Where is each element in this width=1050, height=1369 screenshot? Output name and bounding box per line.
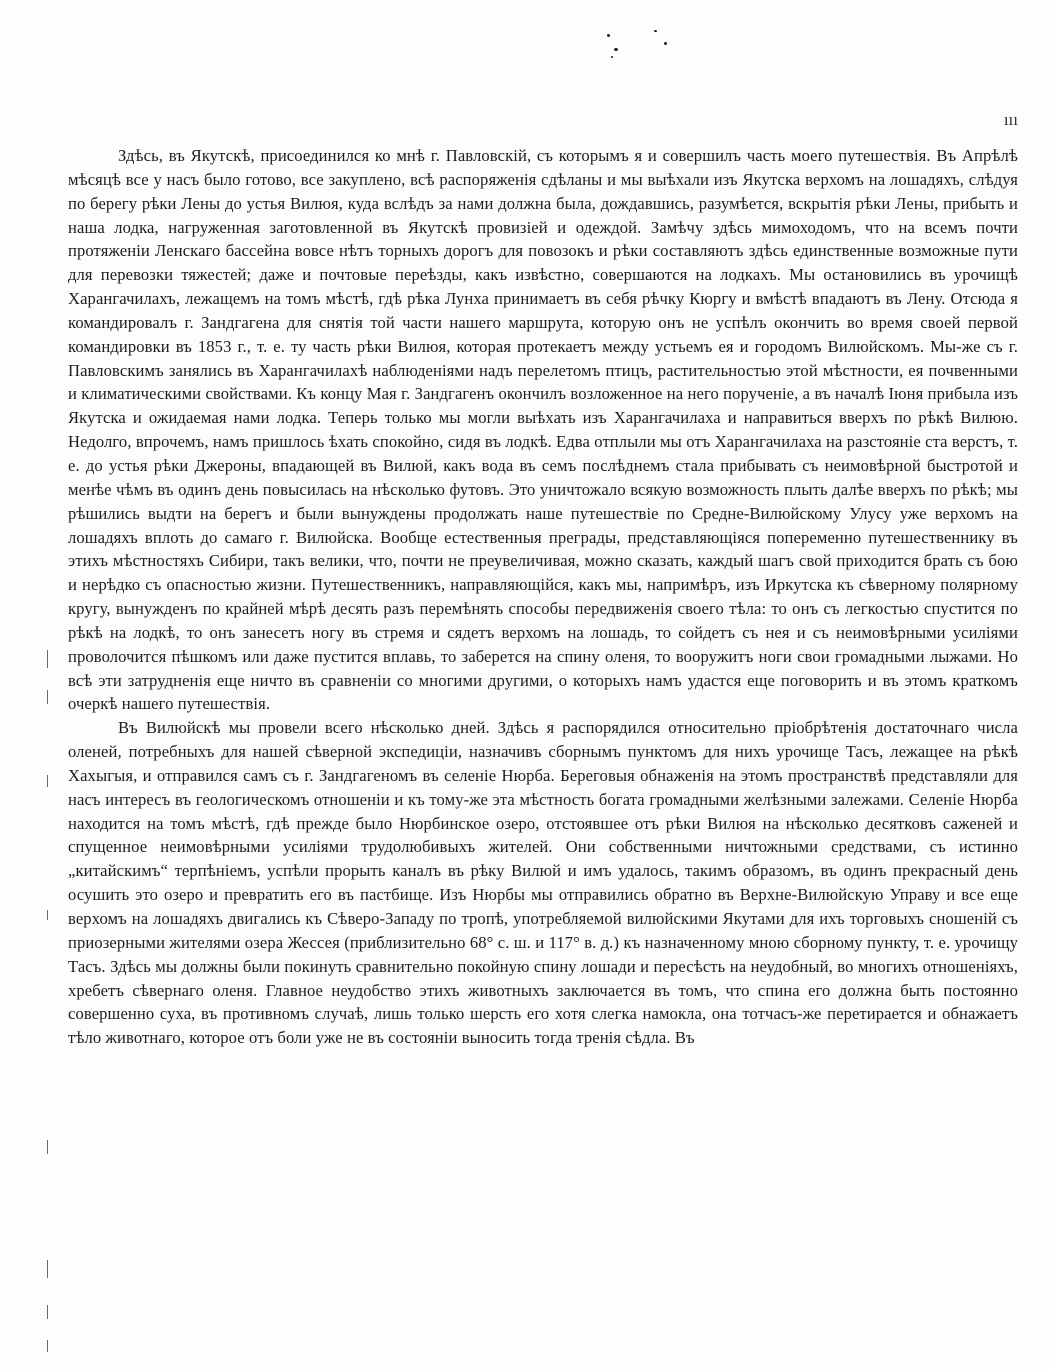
paragraph: Здѣсь, въ Якутскѣ, присоединился ко мнѣ г. Павловскій, съ которымъ я и совершилъ часть моего путешествія. Въ Апрѣлѣ мѣсяцѣ все у насъ было готово, все закуплено, всѣ распоряженія сдѣланы и мы выѣхали изъ Якутска верхомъ на лошадяхъ, слѣдуя по берегу рѣки Лены до устья Вилюя, куда вслѣдъ за нами должна была, дождавшись, разумѣется, вскрытія рѣки Лены, прибыть и наша лодка, нагруженная заготовленной въ Якутскѣ провизіей и одеждой. Замѣчу здѣсь мимоходомъ, что на всемъ почти протяженіи Ленскаго бассейна вовсе нѣтъ торныхъ дорогъ для повозокъ и рѣки составляютъ здѣсь единственные возможные пути для перевозки тяжестей; даже и почтовые переѣзды, какъ извѣстно, совершаются на лодкахъ. Мы остановились въ урочищѣ Харангачилахъ, лежащемъ на томъ мѣстѣ, гдѣ рѣка Лунха принимаетъ въ себя рѣчку Кюргу и вмѣстѣ впадаютъ въ Лену. Отсюда я командировалъ г. Зандгагена для снятія той части нашего маршрута, которую онъ не успѣлъ окончить во время своей первой командировки въ 1853 г., т. е. ту часть рѣки Вилюя, которая протекаетъ между устьемъ ея и городомъ Вилюйскомъ. Мы-же съ г. Павловскимъ занялись въ Харангачилахѣ наблюденіями надъ перелетомъ птицъ, растительностью этой мѣстности, ея почвенными и климатическими свойствами. Къ концу Мая г. Зандгагенъ окончилъ возложенное на него порученіе, а въ началѣ Іюня прибыла изъ Якутска и ожидаемая нами лодка. Теперь только мы могли выѣхать изъ Харангачилаха и направиться вверхъ по рѣкѣ Вилюю. Недолго, впрочемъ, намъ пришлось ѣхать спокойно, сидя въ лодкѣ. Едва отплыли мы отъ Харангачилаха на разстояніе ста верстъ, т. е. до устья рѣки Джероны, впадающей въ Вилюй, какъ вода въ семъ послѣднемъ стала прибывать съ неимовѣрной быстротой и менѣе чѣмъ въ одинъ день повысилась на нѣсколько футовъ. Это уничтожало всякую возможность плыть далѣе вверхъ по рѣкѣ; мы рѣшились выдти на берегъ и были вынуждены продолжать наше путешествіе по Средне-Вилюйскому Улусу уже верхомъ на лошадяхъ вплоть до самаго г. Вилюйска. Вообще естественныя преграды, представляющіяся попеременно путешественнику въ этихъ мѣстностяхъ Сибири, такъ велики, что, почти не преувеличивая, можно сказать, каждый шагъ свой приходится брать съ бою и нерѣдко съ опасностью жизни. Путешественникъ, направляющійся, какъ мы, напримѣръ, изъ Иркутска къ сѣверному полярному кругу, вынужденъ по крайней мѣрѣ десять разъ перемѣнять способы передвиженія своего тѣла: то онъ съ легкостью спустится по рѣкѣ на лодкѣ, то онъ занесетъ ногу въ стремя и сядетъ верхомъ на лошадь, то сойдетъ съ нея и съ неимовѣрными усиліями проволочится пѣшкомъ или даже пустится вплавь, то заберется на спину оленя, то вооружитъ ноги свои громадными лыжами. Но всѣ эти затрудненія еще ничто въ сравненіи со многими другими, о которыхъ намъ удастся еще поговорить и въ этомъ краткомъ очеркѣ нашего путешествія. <box>68 146 1018 714</box>
print-speck <box>664 42 667 45</box>
print-speck <box>611 56 613 58</box>
paragraph: Въ Вилюйскѣ мы провели всего нѣсколько дней. Здѣсь я распорядился относительно пріобрѣтенія достаточнаго числа оленей, потребныхъ для нашей сѣверной экспедиціи, назначивъ сборнымъ пунктомъ для нихъ урочище Тасъ, лежащее на рѣкѣ Хахыгыя, и отправился самъ съ г. Зандгагеномъ въ селеніе Нюрба. Береговыя обнаженія на этомъ пространствѣ представляли для насъ интересъ въ геологическомъ отношеніи и къ тому-же эта мѣстность богата громадными желѣзными залежами. Селеніе Нюрба находится на томъ мѣстѣ, гдѣ прежде было Нюрбинское озеро, отстоявшее отъ рѣки Вилюя на нѣсколько десятковъ саженей и спущенное неимовѣрными усиліями трудолюбивыхъ жителей. Они собственными ничтожными средствами, съ истинно „китайскимъ“ терпѣніемъ, успѣли прорыть каналъ въ рѣку Вилюй и имъ удалось, такимъ образомъ, въ одинъ прекрасный день осушить это озеро и превратить его въ пастбище. Изъ Нюрбы мы отправились обратно въ Верхне-Вилюйскую Управу и все еще верхомъ на лошадяхъ двигались къ Сѣверо-Западу по тропѣ, употребляемой вилюйскими Якутами для ихъ торговыхъ сношеній съ приозерными жителями озера Жессея (приблизительно 68° с. ш. и 117° в. д.) къ назначенному мною сборному пункту, т. е. урочищу Тасъ. Здѣсь мы должны были покинуть сравнительно покойную спину лошади и пересѣсть на неудобный, во многихъ отношеніяхъ, хребетъ сѣвернаго оленя. Главное неудобство этихъ животныхъ заключается въ томъ, что спина его должна быть постоянно совершенно суха, въ противномъ случаѣ, лишь только шерсть его хотя слегка намокла, она тотчасъ-же перетирается и обнажаетъ тѣло животнаго, которое отъ боли уже не въ состояніи выносить тогда тренія сѣдла. Въ <box>68 718 1018 1048</box>
margin-mark <box>47 1305 48 1319</box>
body-text <box>68 144 1018 1050</box>
margin-marks <box>44 640 52 1360</box>
margin-mark <box>47 650 48 668</box>
margin-mark <box>47 690 48 704</box>
print-speck <box>614 48 618 51</box>
margin-mark <box>47 1260 48 1278</box>
margin-mark <box>47 910 48 920</box>
margin-mark <box>47 1140 48 1154</box>
margin-mark <box>47 775 48 787</box>
margin-mark <box>47 1340 48 1352</box>
print-speck <box>654 30 657 32</box>
print-speck <box>607 34 610 37</box>
page-number: ııı <box>1003 110 1018 129</box>
